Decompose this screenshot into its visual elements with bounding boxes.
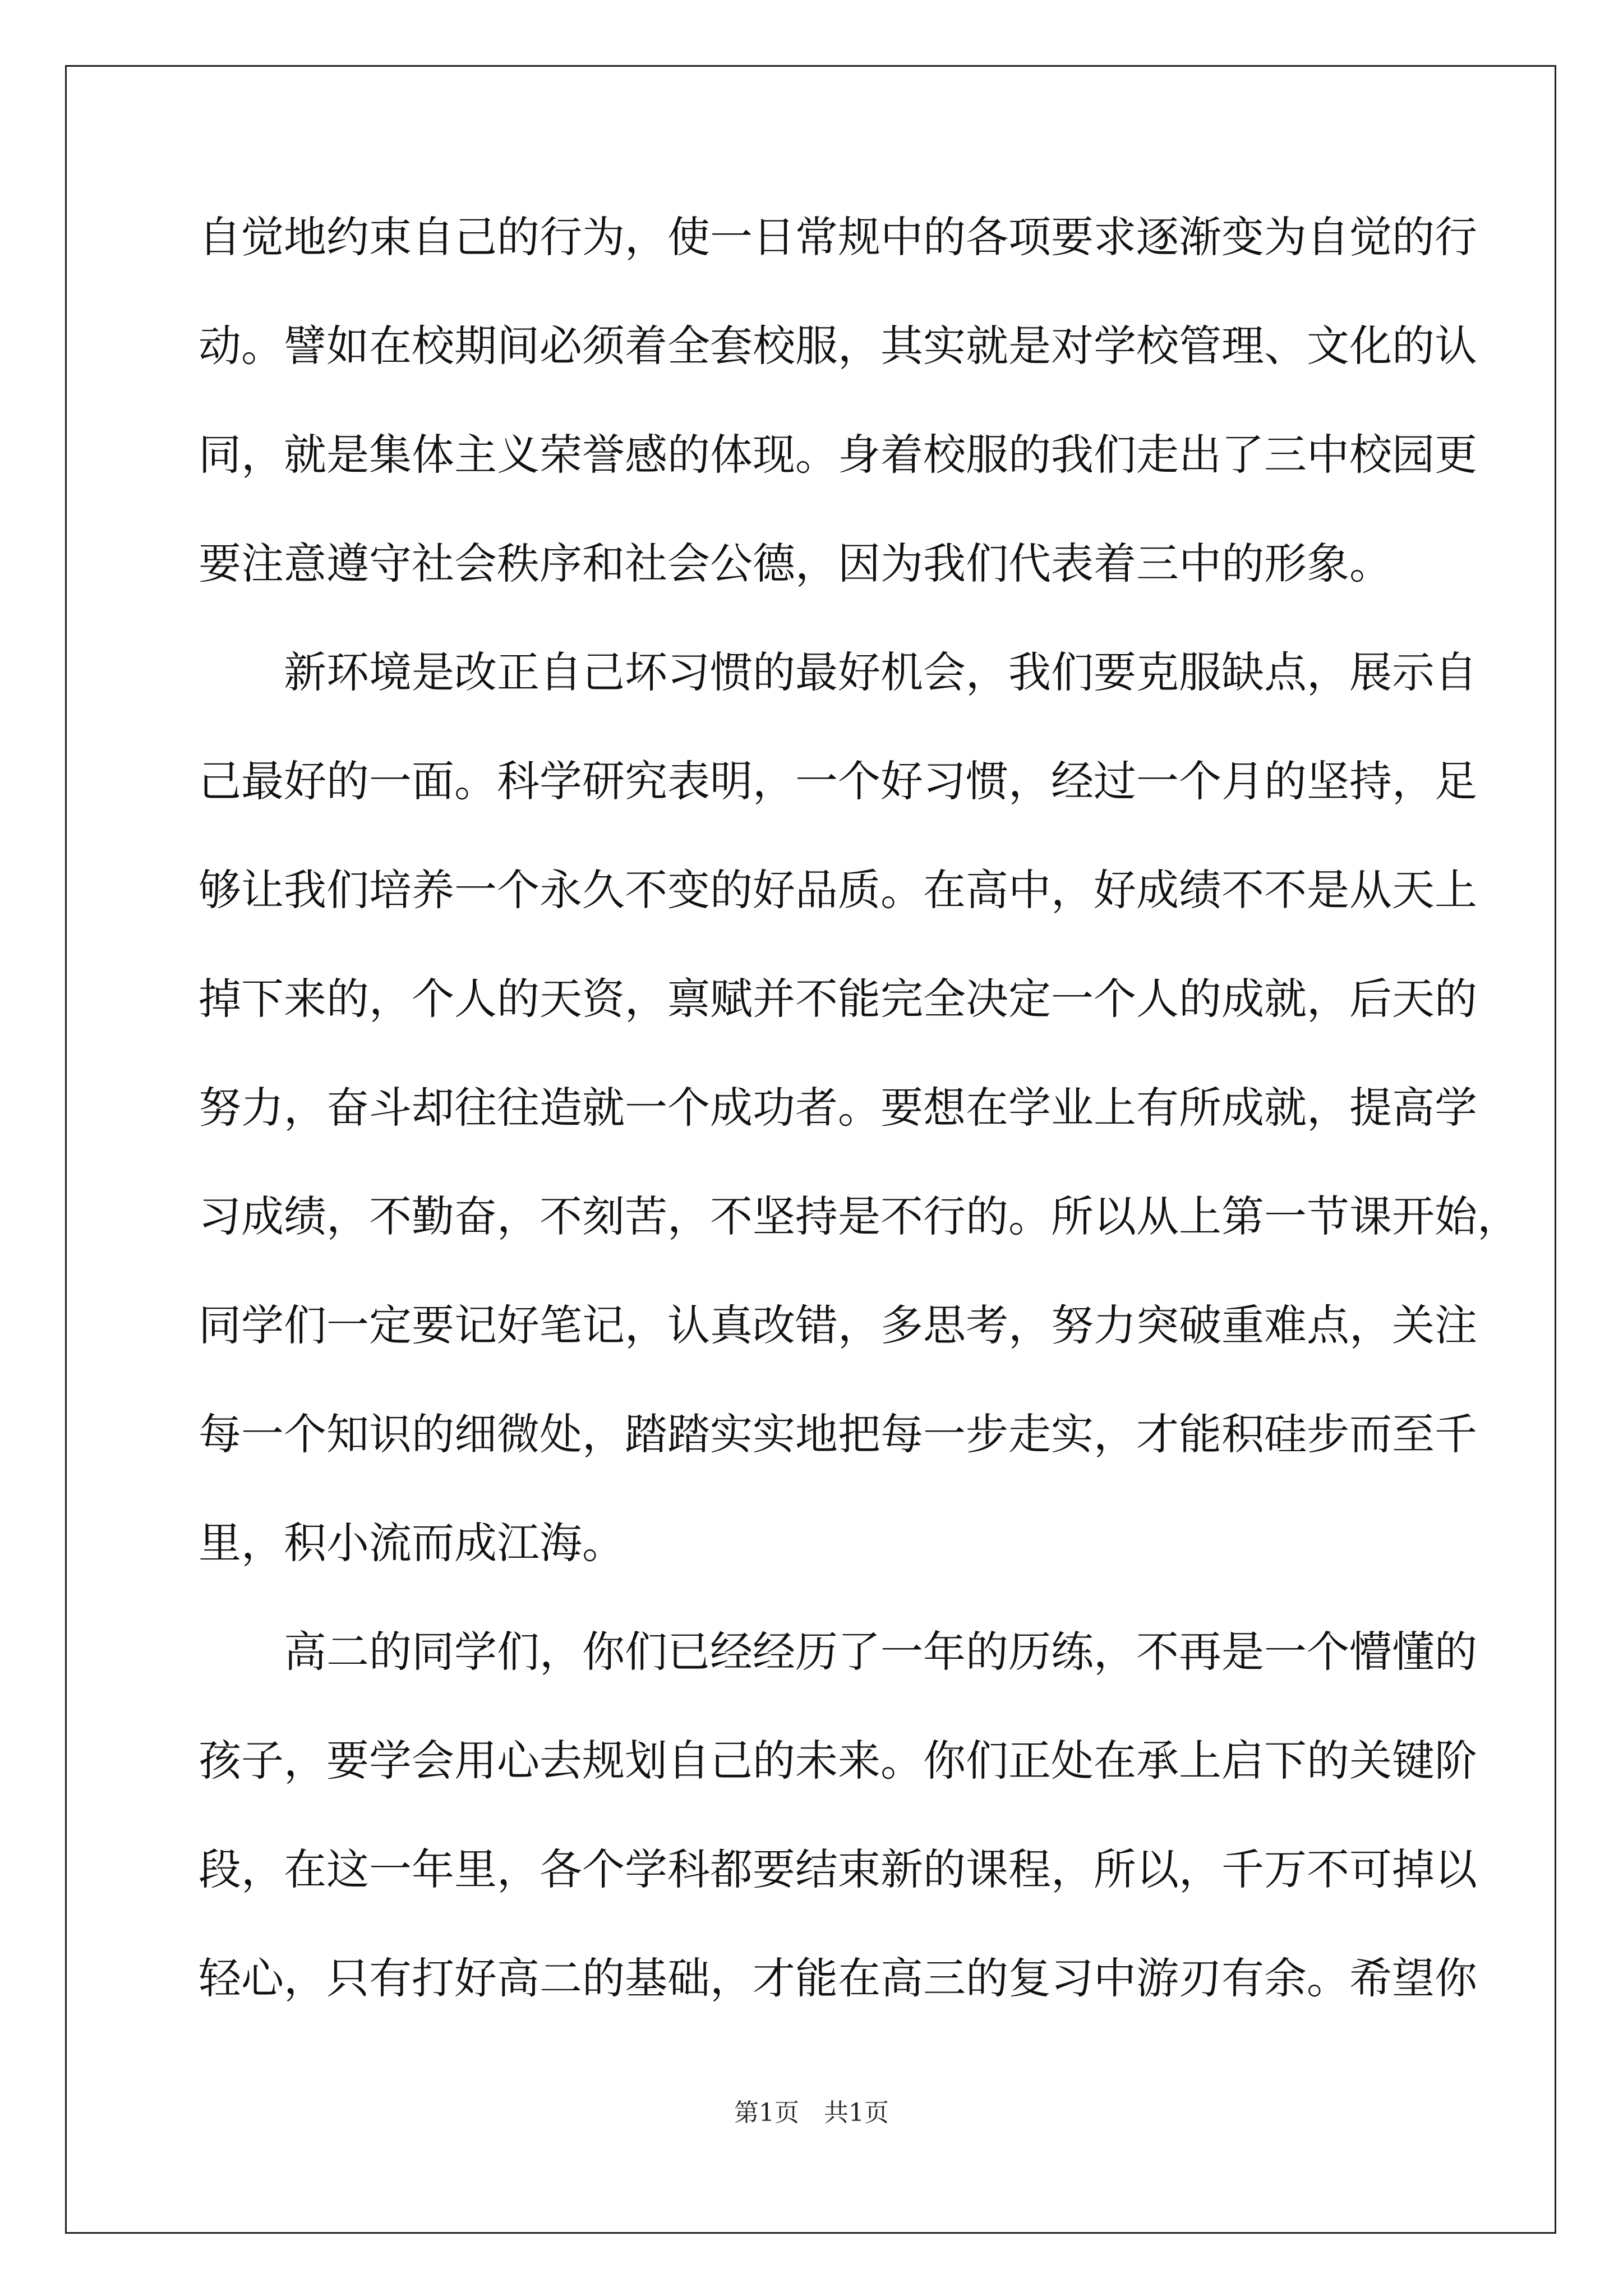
text-line: 新环境是改正自己坏习惯的最好机会，我们要克服缺点，展示自 <box>284 647 1477 697</box>
text-line: 孩子，要学会用心去规划自己的未来。你们正处在承上启下的关键阶 <box>199 1736 1477 1786</box>
text-line: 自觉地约束自己的行为，使一日常规中的各项要求逐渐变为自觉的行 <box>199 212 1477 262</box>
page-footer: 第1页 共1页 <box>734 2099 889 2127</box>
text-line: 轻心，只有打好高二的基础，才能在高三的复习中游刃有余。希望你 <box>199 1953 1477 2003</box>
text-line: 同学们一定要记好笔记，认真改错，多思考，努力突破重难点，关注 <box>199 1300 1477 1350</box>
text-line: 动。譬如在校期间必须着全套校服，其实就是对学校管理、文化的认 <box>199 321 1477 371</box>
text-line: 够让我们培养一个永久不变的好品质。在高中，好成绩不不是从天上 <box>199 865 1477 915</box>
text-line: 掉下来的，个人的天资，禀赋并不能完全决定一个人的成就，后天的 <box>199 974 1477 1024</box>
text-line: 要注意遵守社会秩序和社会公德，因为我们代表着三中的形象。 <box>199 539 1392 588</box>
text-line: 己最好的一面。科学研究表明，一个好习惯，经过一个月的坚持，足 <box>199 756 1477 806</box>
text-line: 段，在这一年里，各个学科都要结束新的课程，所以，千万不可掉以 <box>199 1844 1477 1894</box>
text-line: 努力，奋斗却往往造就一个成功者。要想在学业上有所成就，提高学 <box>199 1083 1477 1133</box>
text-line: 同，就是集体主义荣誉感的体现。身着校服的我们走出了三中校园更 <box>199 430 1477 480</box>
text-line: 高二的同学们，你们已经经历了一年的历练，不再是一个懵懂的 <box>284 1627 1477 1677</box>
text-line: 每一个知识的细微处，踏踏实实地把每一步走实，才能积硅步而至千 <box>199 1409 1477 1459</box>
text-line: 习成绩，不勤奋，不刻苦，不坚持是不行的。所以从上第一节课开始， <box>199 1191 1520 1241</box>
document-body <box>199 212 1520 2062</box>
text-line: 里，积小流而成江海。 <box>199 1518 625 1568</box>
